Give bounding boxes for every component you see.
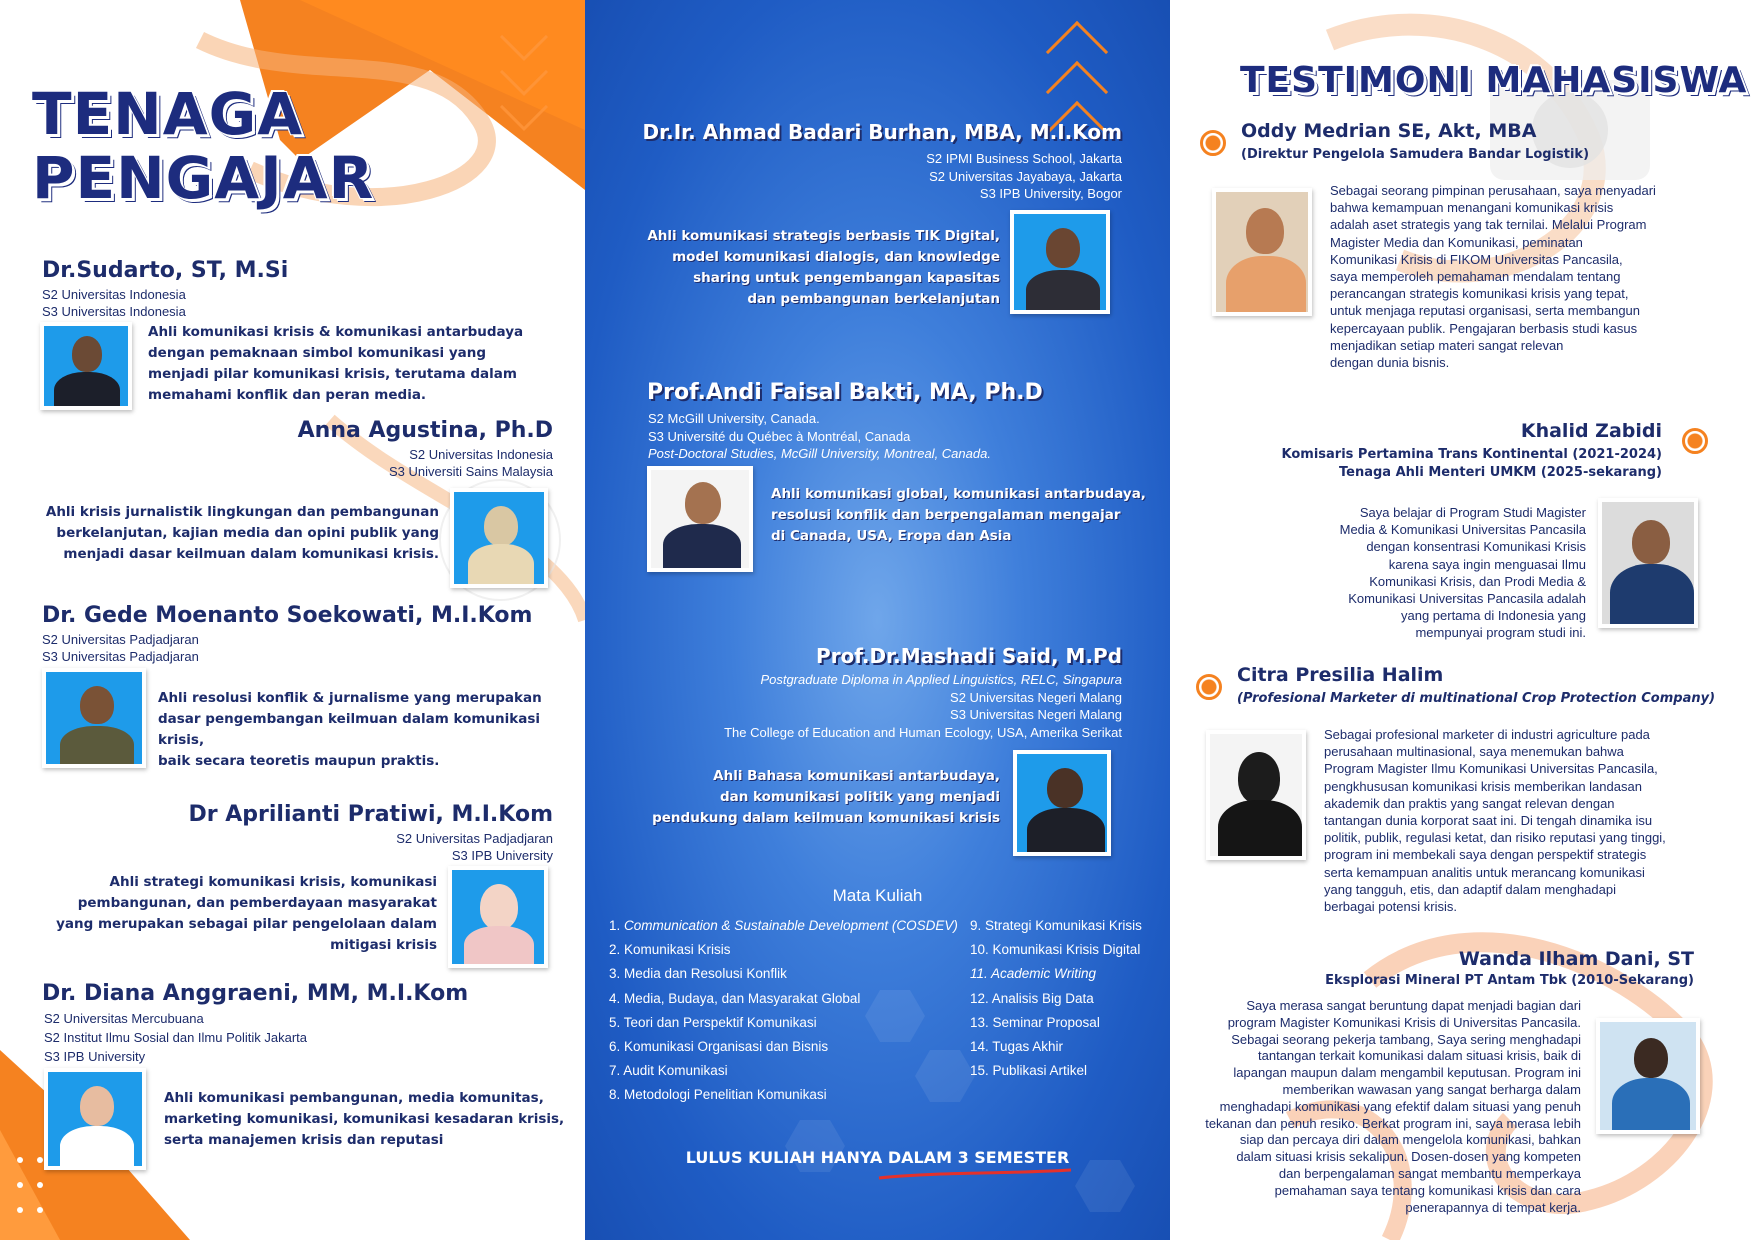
lecturer-description: Ahli komunikasi global, komunikasi antarbudaya, resolusi konflik dan berpengalaman mengajar di Canada, USA, Eropa dan Asia (771, 486, 1146, 544)
lecturer-name: Dr Aprilianti Pratiwi, M.I.Kom (188, 802, 553, 827)
course-item: 3. Media dan Resolusi Konflik (609, 966, 787, 982)
testimonial-name: Citra Presilia Halim (1237, 664, 1444, 686)
course-item: 12. Analisis Big Data (970, 990, 1094, 1006)
lecturer-education: Postgraduate Diploma in Applied Linguistics, RELC, Singapura S2 Universitas Negeri Malang S3 Universitas Negeri Malang The College of Education and Human Ecology, USA, Amerika Serikat (724, 672, 1122, 740)
course-item: 2. Komunikasi Krisis (609, 942, 731, 958)
lecturer-education: S2 Universitas Padjadjaran S3 IPB University (396, 831, 553, 863)
course-item: 1. Communication & Sustainable Development (COSDEV) (609, 918, 958, 933)
underline-stroke (875, 1168, 1075, 1182)
testimonial-role: (Profesional Marketer di multinational Crop Protection Company) (1237, 691, 1716, 706)
title-line-1: TENAGA (32, 80, 304, 148)
lecturer-description: Ahli resolusi konflik & jurnalisme yang merupakan dasar pengembangan keilmuan dalam komunikasi krisis, baik secara teoretis maupun praktis. (158, 690, 542, 769)
course-list-right (970, 914, 1142, 1083)
lecturer-name: Dr. Diana Anggraeni, MM, M.I.Kom (42, 981, 469, 1006)
course-item: 11. Academic Writing (970, 966, 1097, 982)
course-item: 9. Strategi Komunikasi Krisis (970, 918, 1142, 933)
course-list-left (609, 914, 958, 1108)
hexagon-decoration (1075, 1160, 1135, 1212)
testimonial-text: Sebagai profesional marketer di industri agriculture pada perusahaan multinasional, saya menemukan bahwa Program Magister Ilmu Komunikasi Universitas Pancasila, pengkhususan komunikasi krisis memberikan landasan akademik dan praktis yang sangat relevan dengan tantangan dunia korporat saat ini. Di tengah dinamika isu politik, publik, regulasi ketat, dan risiko reputasi yang tinggi, program ini membekali saya dengan perspektif strategis serta kemampuan analitis untuk merancang komunikasi yang tangguh, etis, dan adaptif dalam menghadapi berbagai potensi krisis. (1324, 727, 1666, 915)
courses-title: Mata Kuliah (832, 886, 923, 905)
lecturer-name: Prof.Andi Faisal Bakti, MA, Ph.D (647, 380, 1043, 405)
lecturer-photo (1010, 210, 1110, 314)
testimonial-text: Saya merasa sangat beruntung dapat menjadi bagian dari program Magister Komunikasi Krisis di Universitas Pancasila. Sebagai seorang pekerja tambang, Saya sering menghadapi tantangan terkait komunikasi dalam situasi krisis, baik di lapangan maupun dalam mengambil keputusan. Program ini memberikan wawasan yang sangat berharga dalam menghadapi komunikasi yang efektif dalam situasi yang penuh tekanan dan penuh resiko. Berkat program ini, saya merasa lebih siap dan percaya diri dalam mengelola komunikasi, bahkan dalam situasi krisis sekalipun. Dosen-dosen yang kompeten dan berpengalaman sangat membantu memperkaya pemahaman saya tentang komunikasi krisis dan cara penerapannya di tempat kerja. (1205, 998, 1581, 1215)
lecturer-photo (44, 1068, 146, 1170)
testimonial-role: Eksplorasi Mineral PT Antam Tbk (2010-Sekarang) (1325, 973, 1694, 988)
course-item: 14. Tugas Akhir (970, 1039, 1064, 1055)
testimonial-photo (1206, 730, 1306, 860)
lecturer-photo (448, 866, 548, 968)
section-title: TESTIMONI MAHASISWA (1240, 60, 1748, 101)
testimonial-photo (1212, 188, 1312, 316)
lecturer-name: Dr. Gede Moenanto Soekowati, M.I.Kom (42, 603, 533, 628)
testimonial-name: Oddy Medrian SE, Akt, MBA (1241, 120, 1537, 142)
lecturer-description: Ahli komunikasi pembangunan, media komunitas, marketing komunikasi, komunikasi kesadaran krisis, serta manajemen krisis dan reputasi (164, 1090, 565, 1148)
bullet-ring-icon (1200, 130, 1226, 156)
lecturer-education: S2 McGill University, Canada. S3 Université du Québec à Montréal, Canada Post-Doctoral Studies, McGill University, Montreal, Canada. (648, 411, 991, 461)
testimonial-photo (1596, 1018, 1700, 1134)
section-title (32, 82, 374, 210)
bullet-ring-icon (1196, 674, 1222, 700)
lecturer-photo (647, 466, 753, 572)
course-item: 8. Metodologi Penelitian Komunikasi (609, 1087, 827, 1103)
course-item: 10. Komunikasi Krisis Digital (970, 942, 1141, 958)
lecturer-name: Dr.Sudarto, ST, M.Si (42, 258, 289, 283)
course-item: 7. Audit Komunikasi (609, 1063, 728, 1079)
lecturer-description: Ahli krisis jurnalistik lingkungan dan pembangunan berkelanjutan, kajian media dan opini publik yang menjadi dasar keilmuan dalam komunikasi krisis. (45, 504, 439, 562)
title-line-2: PENGAJAR (32, 144, 375, 212)
lecturer-description: Ahli Bahasa komunikasi antarbudaya, dan komunikasi politik yang menjadi pendukung dalam keilmuan komunikasi krisis (652, 768, 1000, 826)
testimonial-role: (Direktur Pengelola Samudera Bandar Logistik) (1241, 147, 1590, 162)
tagline: LULUS KULIAH HANYA DALAM 3 SEMESTER (685, 1148, 1070, 1167)
course-item: 13. Seminar Proposal (970, 1014, 1100, 1030)
lecturer-description: Ahli strategi komunikasi krisis, komunikasi pembangunan, dan pemberdayaan masyarakat yang merupakan sebagai pilar pengelolaan dalam mitigasi krisis (56, 874, 437, 953)
middle-panel (585, 0, 1170, 1240)
right-panel (1170, 0, 1756, 1240)
lecturer-name: Dr.Ir. Ahmad Badari Burhan, MBA, M.I.Kom (642, 120, 1122, 144)
lecturer-description: Ahli komunikasi krisis & komunikasi antarbudaya dengan pemaknaan simbol komunikasi yang menjadi pilar komunikasi krisis, terutama dalam memahami konflik dan peran media. (148, 324, 524, 403)
testimonial-name: Wanda Ilham Dani, ST (1458, 948, 1694, 970)
testimonial-text: Saya belajar di Program Studi Magister Media & Komunikasi Universitas Pancasila dengan konsentrasi Komunikasi Krisis karena saya ingin menguasai Ilmu Komunikasi Krisis, dan Prodi Media & Komunikasi Universitas Pancasila adalah yang pertama di Indonesia yang mempunyai program studi ini. (1339, 505, 1586, 641)
testimonial-photo (1598, 498, 1698, 628)
testimonial-role: Komisaris Pertamina Trans Kontinental (2021-2024) Tenaga Ahli Menteri UMKM (2025-sekarang) (1281, 447, 1662, 480)
lecturer-description: Ahli komunikasi strategis berbasis TIK Digital, model komunikasi dialogis, dan knowledge sharing untuk pengembangan kapasitas dan pembangunan berkelanjutan (647, 228, 1000, 307)
lecturer-photo (450, 488, 548, 588)
lecturer-education: S2 Universitas Indonesia S3 Universitas Indonesia (42, 287, 186, 319)
testimonial-text: Sebagai seorang pimpinan perusahaan, saya menyadari bahwa kemampuan menangani komunikasi krisis adalah aset strategis yang tak ternilai. Melalui Program Magister Media dan Komunikasi, peminatan Komunikasi Krisis di FIKOM Universitas Pancasila, saya memperoleh pemahaman mendalam tentang perancangan strategis komunikasi krisis yang tepat, untuk menjaga reputasi organisasi, serta membangun kepercayaan publik. Pengajaran berbasis studi kasus menjadikan setiap materi sangat relevan dengan dunia bisnis. (1330, 183, 1656, 371)
course-item: 4. Media, Budaya, dan Masyarakat Global (609, 990, 861, 1006)
course-item: 15. Publikasi Artikel (970, 1063, 1088, 1079)
course-item: 6. Komunikasi Organisasi dan Bisnis (609, 1039, 829, 1055)
left-panel (0, 0, 585, 1240)
lecturer-photo (1013, 750, 1111, 856)
lecturer-education: S2 Universitas Indonesia S3 Universiti Sains Malaysia (388, 447, 553, 479)
lecturer-education: S2 Universitas Mercubuana S2 Institut Ilmu Sosial dan Ilmu Politik Jakarta S3 IPB University (44, 1011, 308, 1064)
lecturer-photo (40, 322, 132, 410)
lecturer-name: Anna Agustina, Ph.D (297, 418, 553, 443)
course-item: 5. Teori dan Perspektif Komunikasi (609, 1014, 817, 1030)
lecturer-name: Prof.Dr.Mashadi Said, M.Pd (816, 644, 1122, 668)
lecturer-education: S2 Universitas Padjadjaran S3 Universitas Padjadjaran (42, 632, 199, 664)
lecturer-photo (42, 668, 146, 768)
testimonial-name: Khalid Zabidi (1520, 420, 1662, 442)
bullet-ring-icon (1682, 428, 1708, 454)
lecturer-education: S2 IPMI Business School, Jakarta S2 Universitas Jayabaya, Jakarta S3 IPB University, Bogor (926, 151, 1122, 201)
